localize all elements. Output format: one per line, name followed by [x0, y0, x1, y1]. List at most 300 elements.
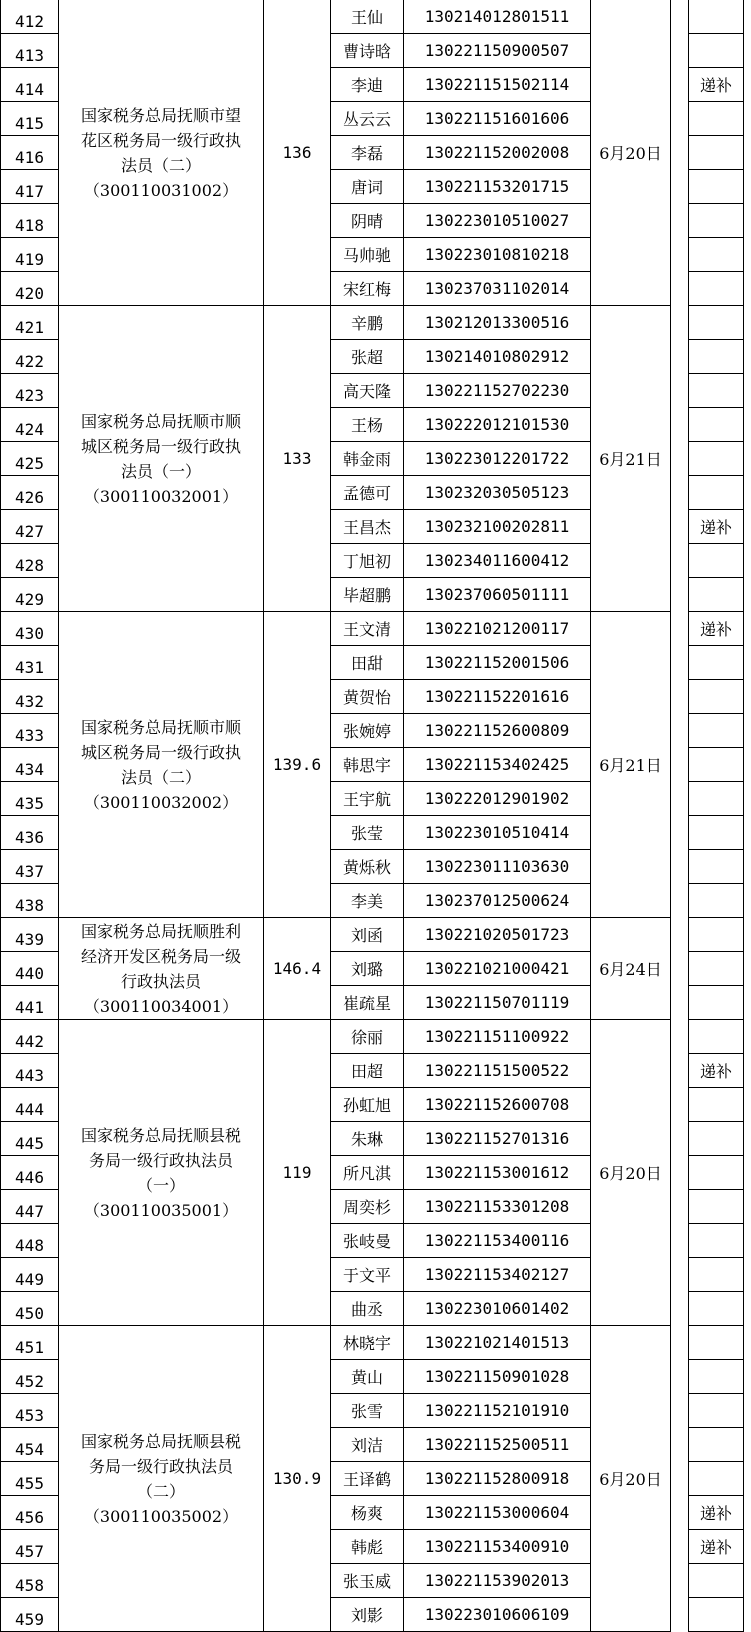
- remark-cell: [689, 646, 743, 679]
- row-index: 439: [15, 930, 44, 949]
- remark-cell: [689, 408, 743, 441]
- row-index: 447: [15, 1202, 44, 1221]
- row-index: 416: [15, 148, 44, 167]
- remark-cell: [689, 748, 743, 781]
- grid-line-v: [670, 0, 671, 1632]
- remark-cell: [689, 1360, 743, 1393]
- candidate-name: 孟德可: [342, 484, 391, 503]
- candidate-name: 毕超鹏: [342, 586, 391, 605]
- row-index: 458: [15, 1576, 44, 1595]
- grid-line-h: [688, 713, 744, 714]
- grid-line-h: [0, 1257, 59, 1258]
- grid-line-h: [330, 1529, 591, 1530]
- grid-line-h: [0, 1597, 59, 1598]
- candidate-exam-id: 130221153402127: [424, 1265, 570, 1284]
- grid-line-h: [0, 509, 59, 510]
- remark-cell: [689, 1326, 743, 1359]
- grid-line-h: [330, 1359, 591, 1360]
- candidate-exam-id: 130222012901902: [424, 789, 570, 808]
- post-name-line: 法员（一）: [120, 461, 201, 481]
- interview-date-cell: 6月21日: [599, 756, 662, 775]
- candidate-name: 田甜: [350, 654, 383, 673]
- grid-line-h: [330, 101, 591, 102]
- grid-line-h: [0, 781, 59, 782]
- grid-line-h: [688, 917, 744, 918]
- candidate-exam-id: 130221021000421: [424, 959, 570, 978]
- candidate-name: 田超: [350, 1062, 383, 1081]
- grid-line-h: [688, 169, 744, 170]
- grid-line-h: [688, 543, 744, 544]
- post-name-cell: [59, 612, 263, 917]
- candidate-name: 林晓宇: [342, 1334, 391, 1353]
- remark-cell: [689, 1598, 743, 1631]
- candidate-name: 张超: [350, 348, 383, 367]
- grid-line-v: [58, 0, 59, 1632]
- grid-line-h: [688, 1189, 744, 1190]
- remark-cell: [689, 34, 743, 67]
- candidate-name: 李磊: [350, 144, 383, 163]
- row-index: 438: [15, 896, 44, 915]
- candidate-exam-id: 130221153301208: [424, 1197, 570, 1216]
- candidate-exam-id: 130221153201715: [424, 177, 570, 196]
- candidate-name: 高天隆: [342, 382, 391, 401]
- candidate-exam-id: 130221150901028: [424, 1367, 570, 1386]
- row-index: 434: [15, 760, 44, 779]
- candidate-name: 黄山: [350, 1368, 383, 1387]
- grid-line-h: [688, 67, 744, 68]
- row-index: 440: [15, 964, 44, 983]
- grid-line-h: [688, 373, 744, 374]
- grid-line-h: [0, 237, 59, 238]
- row-index: 422: [15, 352, 44, 371]
- interview-date-cell: 6月24日: [599, 960, 662, 979]
- remark-cell: [689, 816, 743, 849]
- remark-cell: [689, 1190, 743, 1223]
- candidate-exam-id: 130237012500624: [424, 891, 570, 910]
- candidate-name: 刘璐: [350, 960, 383, 979]
- row-index: 455: [15, 1474, 44, 1493]
- remark-cell: [689, 1088, 743, 1121]
- row-index: 435: [15, 794, 44, 813]
- grid-line-h: [0, 543, 59, 544]
- row-index: 453: [15, 1406, 44, 1425]
- grid-line-h: [0, 1495, 59, 1496]
- row-index: 412: [15, 12, 44, 31]
- post-name-line: 国家税务总局抚顺县税: [80, 1125, 241, 1145]
- candidate-exam-id: 130221151502114: [424, 75, 570, 94]
- post-name-line: （300110032001）: [83, 486, 239, 506]
- post-name-line: 国家税务总局抚顺胜利: [80, 921, 241, 941]
- score-cell: 133: [282, 449, 312, 468]
- candidate-exam-id: 130221153001612: [424, 1163, 570, 1182]
- remark-cell: [689, 204, 743, 237]
- grid-line-h: [330, 815, 591, 816]
- grid-line-h: [688, 305, 744, 306]
- remark-cell: [689, 102, 743, 135]
- remark-cell: [689, 0, 743, 33]
- remark-cell: [689, 1428, 743, 1461]
- candidate-exam-id: 130221151100922: [424, 1027, 570, 1046]
- grid-line-h: [688, 1019, 744, 1020]
- grid-line-h: [688, 1223, 744, 1224]
- candidate-exam-id: 130221152600708: [424, 1095, 570, 1114]
- candidate-exam-id: 130221152600809: [424, 721, 570, 740]
- row-index: 430: [15, 624, 44, 643]
- row-index: 445: [15, 1134, 44, 1153]
- grid-line-h: [0, 1529, 59, 1530]
- grid-line-h: [688, 1461, 744, 1462]
- candidate-name: 李迪: [350, 76, 383, 95]
- grid-line-h: [0, 713, 59, 714]
- post-name-cell: [59, 0, 263, 305]
- remark-cell: [689, 1224, 743, 1257]
- grid-line-h: [0, 1121, 59, 1122]
- remark-cell: [689, 1258, 743, 1291]
- candidate-name: 王文清: [342, 620, 391, 639]
- grid-line-h: [688, 203, 744, 204]
- grid-line-h: [330, 883, 591, 884]
- row-index: 448: [15, 1236, 44, 1255]
- candidate-name: 刘影: [350, 1606, 383, 1625]
- candidate-exam-id: 130223010810218: [424, 245, 570, 264]
- remark-cell: [689, 476, 743, 509]
- grid-line-h: [688, 1393, 744, 1394]
- row-index: 442: [15, 1032, 44, 1051]
- row-index: 444: [15, 1100, 44, 1119]
- row-index: 426: [15, 488, 44, 507]
- candidate-exam-id: 130221150900507: [424, 41, 570, 60]
- post-name-line: 国家税务总局抚顺县税: [80, 1431, 241, 1451]
- grid-line-h: [688, 271, 744, 272]
- candidate-name: 丛云云: [342, 110, 391, 129]
- row-index: 427: [15, 522, 44, 541]
- row-index: 452: [15, 1372, 44, 1391]
- grid-line-h: [330, 1393, 591, 1394]
- row-index: 459: [15, 1610, 44, 1629]
- candidate-exam-id: 130221153902013: [424, 1571, 570, 1590]
- grid-line-h: [0, 1155, 59, 1156]
- remark-cell: [689, 714, 743, 747]
- candidate-name: 李美: [350, 892, 383, 911]
- grid-line-h: [0, 577, 59, 578]
- grid-line-h: [0, 1189, 59, 1190]
- grid-line-h: [330, 543, 591, 544]
- candidate-name: 刘函: [350, 926, 383, 945]
- grid-line-h: [0, 373, 59, 374]
- grid-line-h: [688, 951, 744, 952]
- row-index: 450: [15, 1304, 44, 1323]
- remark-cell: [689, 544, 743, 577]
- row-index: 451: [15, 1338, 44, 1357]
- score-cell: 119: [282, 1163, 312, 1182]
- candidate-name: 黄贺怡: [342, 688, 391, 707]
- grid-line-h: [688, 679, 744, 680]
- grid-line-h: [0, 951, 59, 952]
- row-index: 437: [15, 862, 44, 881]
- candidate-exam-id: 130222012101530: [424, 415, 570, 434]
- grid-line-v: [688, 0, 689, 1632]
- candidate-exam-id: 130221152001506: [424, 653, 570, 672]
- grid-line-h: [330, 509, 591, 510]
- grid-line-h: [688, 849, 744, 850]
- candidate-exam-id: 130221151500522: [424, 1061, 570, 1080]
- row-index: 436: [15, 828, 44, 847]
- remark-cell: [689, 782, 743, 815]
- post-name-line: （300110031002）: [83, 180, 239, 200]
- row-index: 429: [15, 590, 44, 609]
- row-index: 413: [15, 46, 44, 65]
- grid-line-h: [0, 169, 59, 170]
- row-index: 415: [15, 114, 44, 133]
- post-name-line: 国家税务总局抚顺市望: [80, 105, 241, 125]
- post-name-line: 花区税务局一级行政执: [80, 130, 241, 150]
- remark-cell: [689, 1462, 743, 1495]
- post-name-line: 城区税务局一级行政执: [80, 742, 241, 762]
- interview-date-cell: 6月21日: [599, 450, 662, 469]
- remark-cell: [689, 442, 743, 475]
- grid-line-h: [0, 1223, 59, 1224]
- row-index: 449: [15, 1270, 44, 1289]
- grid-line-h: [330, 985, 591, 986]
- candidate-name: 王杨: [350, 416, 383, 435]
- grid-line-h: [0, 1563, 59, 1564]
- remark-cell: [689, 1122, 743, 1155]
- grid-line-h: [688, 815, 744, 816]
- candidate-exam-id: 130237060501111: [424, 585, 570, 604]
- grid-line-h: [330, 951, 591, 952]
- grid-line-h: [0, 849, 59, 850]
- candidate-name: 马帅驰: [342, 246, 391, 265]
- grid-line-h: [330, 339, 591, 340]
- candidate-name: 曹诗晗: [342, 42, 391, 61]
- grid-line-h: [0, 1325, 671, 1326]
- grid-line-h: [0, 203, 59, 204]
- grid-line-h: [0, 1291, 59, 1292]
- remark-cell: [689, 884, 743, 917]
- grid-line-h: [330, 679, 591, 680]
- candidate-name: 张婉婷: [342, 722, 391, 741]
- grid-line-h: [330, 475, 591, 476]
- grid-line-h: [330, 373, 591, 374]
- remark-cell: [689, 1564, 743, 1597]
- post-name-cell: [59, 1020, 263, 1325]
- remark-cell: 递补: [699, 1538, 732, 1557]
- remark-cell: [689, 1156, 743, 1189]
- candidate-name: 韩彪: [350, 1538, 383, 1557]
- row-index: 441: [15, 998, 44, 1017]
- candidate-exam-id: 130221152800918: [424, 1469, 570, 1488]
- grid-line-h: [0, 1087, 59, 1088]
- remark-cell: [689, 136, 743, 169]
- grid-line-h: [688, 1121, 744, 1122]
- remark-cell: [689, 918, 743, 951]
- grid-line-h: [0, 339, 59, 340]
- grid-line-h: [0, 883, 59, 884]
- grid-line-h: [688, 135, 744, 136]
- candidate-name: 张莹: [350, 824, 383, 843]
- post-name-line: 经济开发区税务局一级: [80, 946, 241, 966]
- grid-line-h: [688, 1427, 744, 1428]
- post-name-line: 国家税务总局抚顺市顺: [80, 411, 241, 431]
- grid-line-h: [0, 985, 59, 986]
- candidate-name: 于文平: [342, 1266, 391, 1285]
- remark-cell: [689, 306, 743, 339]
- grid-line-h: [330, 203, 591, 204]
- grid-line-h: [330, 407, 591, 408]
- candidate-name: 所凡淇: [342, 1164, 391, 1183]
- candidate-exam-id: 130221152701316: [424, 1129, 570, 1148]
- post-name-line: （300110035001）: [83, 1200, 239, 1220]
- candidate-exam-id: 130223010510027: [424, 211, 570, 230]
- candidate-name: 丁旭初: [342, 552, 391, 571]
- candidate-exam-id: 130223010510414: [424, 823, 570, 842]
- grid-line-h: [0, 679, 59, 680]
- candidate-name: 王宇航: [342, 790, 391, 809]
- candidate-name: 张岐曼: [342, 1232, 391, 1251]
- candidate-name: 王昌杰: [342, 518, 391, 537]
- post-name-cell: [59, 306, 263, 611]
- interview-date-cell: 6月20日: [599, 1164, 662, 1183]
- grid-line-h: [688, 611, 744, 612]
- grid-line-h: [330, 1291, 591, 1292]
- grid-line-v: [330, 0, 331, 1632]
- remark-cell: 递补: [699, 620, 732, 639]
- grid-line-h: [688, 985, 744, 986]
- grid-line-h: [330, 1223, 591, 1224]
- candidate-exam-id: 130221152101910: [424, 1401, 570, 1420]
- candidate-name: 黄烁秋: [342, 858, 391, 877]
- grid-line-h: [688, 1155, 744, 1156]
- interview-date-cell: 6月20日: [599, 144, 662, 163]
- candidate-exam-id: 130212013300516: [424, 313, 570, 332]
- grid-line-h: [688, 33, 744, 34]
- row-index: 421: [15, 318, 44, 337]
- grid-line-h: [330, 849, 591, 850]
- grid-line-h: [688, 1563, 744, 1564]
- candidate-exam-id: 130237031102014: [424, 279, 570, 298]
- grid-line-h: [688, 237, 744, 238]
- row-index: 443: [15, 1066, 44, 1085]
- score-cell: 136: [282, 143, 312, 162]
- grid-line-h: [0, 101, 59, 102]
- grid-line-h: [330, 33, 591, 34]
- post-name-line: 城区税务局一级行政执: [80, 436, 241, 456]
- interview-date-cell: 6月20日: [599, 1470, 662, 1489]
- grid-line-v: [743, 0, 744, 1632]
- candidate-name: 曲丞: [350, 1300, 383, 1319]
- candidate-exam-id: 130221153402425: [424, 755, 570, 774]
- remark-cell: [689, 680, 743, 713]
- row-index: 417: [15, 182, 44, 201]
- candidate-name: 杨爽: [350, 1504, 383, 1523]
- row-index: 456: [15, 1508, 44, 1527]
- grid-line-h: [330, 1053, 591, 1054]
- grid-line-h: [688, 1325, 744, 1326]
- remark-cell: [689, 272, 743, 305]
- grid-line-h: [0, 611, 671, 612]
- grid-line-h: [330, 713, 591, 714]
- remark-cell: [689, 952, 743, 985]
- grid-line-h: [330, 645, 591, 646]
- grid-line-h: [688, 645, 744, 646]
- candidate-exam-id: 130232030505123: [424, 483, 570, 502]
- grid-line-h: [688, 1597, 744, 1598]
- grid-line-h: [0, 1053, 59, 1054]
- score-cell: 139.6: [272, 755, 322, 774]
- remark-cell: [689, 238, 743, 271]
- post-name-line: （300110034001）: [83, 996, 239, 1016]
- remark-cell: 递补: [699, 1062, 732, 1081]
- score-cell: 130.9: [272, 1469, 322, 1488]
- candidate-name: 王译鹤: [342, 1470, 391, 1489]
- candidate-exam-id: 130214012801511: [424, 7, 570, 26]
- grid-line-h: [330, 1257, 591, 1258]
- row-index: 414: [15, 80, 44, 99]
- candidate-exam-id: 130221150701119: [424, 993, 570, 1012]
- post-name-line: （一）: [136, 1175, 185, 1195]
- grid-line-h: [0, 305, 671, 306]
- grid-line-h: [688, 1495, 744, 1496]
- remark-cell: [689, 1020, 743, 1053]
- grid-line-h: [688, 407, 744, 408]
- remark-cell: [689, 340, 743, 373]
- candidate-exam-id: 130223010601402: [424, 1299, 570, 1318]
- remark-cell: [689, 1292, 743, 1325]
- grid-line-h: [0, 645, 59, 646]
- candidate-exam-id: 130221152702230: [424, 381, 570, 400]
- grid-line-h: [0, 1019, 671, 1020]
- row-index: 428: [15, 556, 44, 575]
- candidate-exam-id: 130232100202811: [424, 517, 570, 536]
- grid-line-h: [330, 1155, 591, 1156]
- candidate-exam-id: 130221152500511: [424, 1435, 570, 1454]
- post-name-line: 法员（二）: [120, 155, 201, 175]
- grid-line-h: [330, 237, 591, 238]
- row-index: 431: [15, 658, 44, 677]
- candidate-name: 朱琳: [350, 1130, 383, 1149]
- grid-line-h: [0, 917, 671, 918]
- grid-line-h: [688, 1053, 744, 1054]
- grid-line-v: [403, 0, 404, 1632]
- remark-cell: 递补: [699, 76, 732, 95]
- candidate-exam-id: 130223012201722: [424, 449, 570, 468]
- candidate-name: 崔疏星: [342, 994, 391, 1013]
- grid-line-h: [0, 407, 59, 408]
- grid-line-h: [688, 747, 744, 748]
- post-name-line: 务局一级行政执法员: [88, 1150, 233, 1170]
- grid-line-h: [330, 781, 591, 782]
- grid-line-h: [0, 67, 59, 68]
- grid-line-h: [0, 33, 59, 34]
- grid-line-h: [330, 271, 591, 272]
- row-index: 446: [15, 1168, 44, 1187]
- grid-line-h: [688, 1359, 744, 1360]
- grid-line-h: [0, 1359, 59, 1360]
- candidate-name: 徐丽: [350, 1028, 383, 1047]
- candidate-exam-id: 130221152201616: [424, 687, 570, 706]
- row-index: 419: [15, 250, 44, 269]
- row-index: 418: [15, 216, 44, 235]
- candidate-name: 张玉威: [342, 1572, 391, 1591]
- remark-cell: [689, 986, 743, 1019]
- candidate-exam-id: 130223011103630: [424, 857, 570, 876]
- candidate-exam-id: 130234011600412: [424, 551, 570, 570]
- candidate-name: 韩金雨: [342, 450, 391, 469]
- grid-line-h: [688, 509, 744, 510]
- post-name-line: （300110032002）: [83, 792, 239, 812]
- row-index: 433: [15, 726, 44, 745]
- grid-line-h: [330, 1121, 591, 1122]
